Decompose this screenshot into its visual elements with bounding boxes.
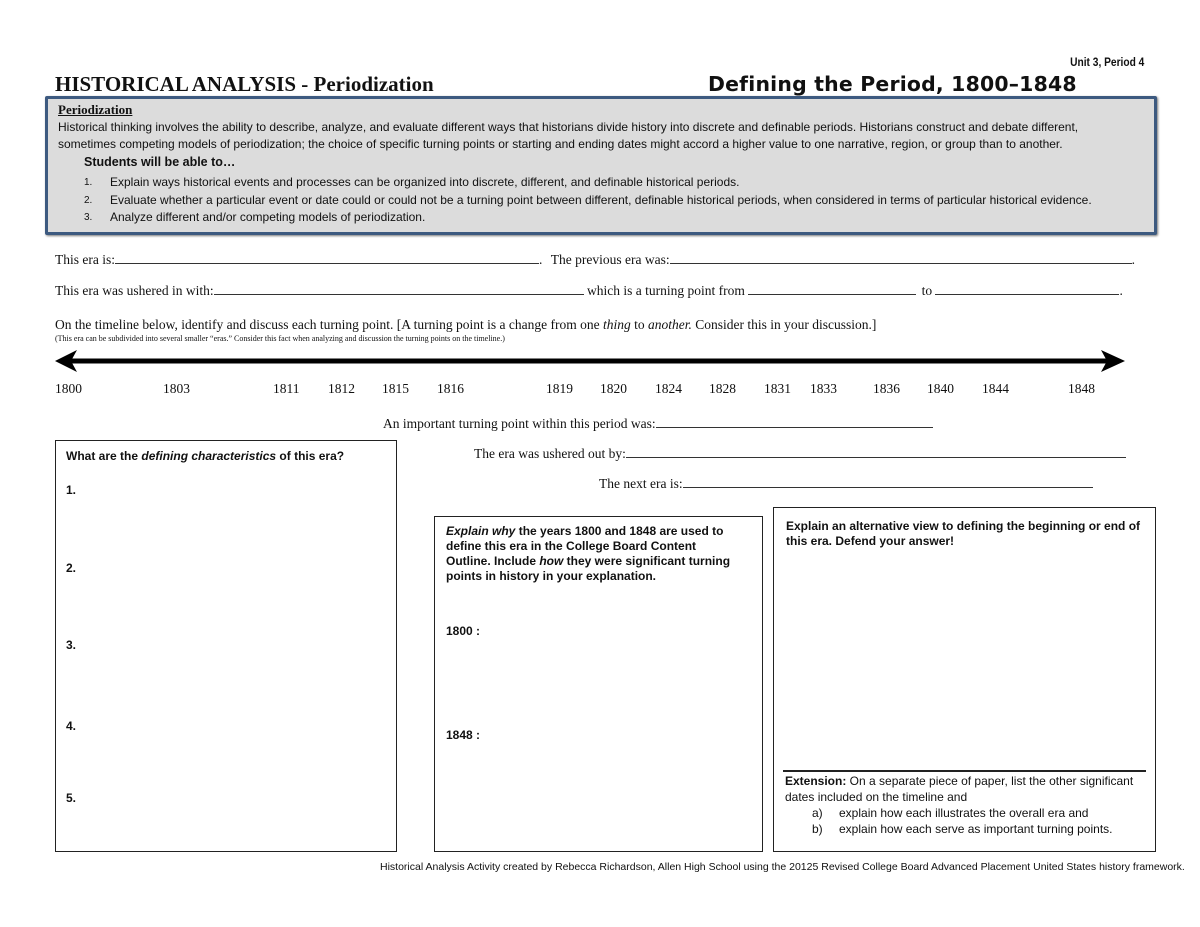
objective-item: 3. Analyze different and/or competing models of periodization. (84, 210, 426, 224)
ushered-in-blank[interactable] (214, 283, 584, 295)
objective-item: 1. Explain ways historical events and processes can be organized into discrete, different, and definable historical periods. (84, 175, 740, 189)
timeline-note: (This era can be subdivided into several smaller “eras.” Consider this fact when analyzing and discussion the turning points on the timeline.) (55, 334, 505, 343)
timeline-year: 1848 (1068, 381, 1095, 396)
timeline-year: 1833 (810, 381, 837, 396)
objectives-list (84, 174, 1092, 227)
turning-to-blank[interactable] (935, 283, 1119, 295)
explain-why-question: Explain why the years 1800 and 1848 are used to define this era in the College Board Content Outline. Include how they were significant turning points in history in your explanation. (446, 524, 731, 583)
ushered-out-blank[interactable] (626, 446, 1126, 458)
label-1848: 1848 : (446, 728, 481, 742)
extension-divider (783, 770, 1146, 772)
this-era-row: This era is: . The previous era was: . (55, 252, 1135, 267)
timeline-year: 1836 (873, 381, 900, 396)
intro-heading: Periodization (58, 102, 133, 117)
timeline-year: 1819 (546, 381, 573, 396)
ushered-in-label: This era was ushered in with: (55, 283, 214, 298)
timeline-year: 1800 (55, 381, 82, 396)
periodization-intro-box (45, 96, 1157, 235)
page-subtitle: Defining the Period, 1800–1848 (708, 72, 1077, 96)
timeline-year: 1812 (328, 381, 355, 396)
extension-item: b) explain how each serve as important turning points. (812, 822, 1113, 836)
this-era-label: This era is: (55, 252, 115, 267)
extension-section (785, 773, 1145, 837)
previous-era-blank[interactable] (670, 252, 1132, 264)
next-era-row: The next era is: (599, 476, 1093, 492)
timeline-year: 1820 (600, 381, 627, 396)
characteristic-item: 3. (66, 638, 77, 652)
characteristic-item: 2. (66, 561, 77, 575)
characteristic-item: 4. (66, 719, 77, 733)
alternative-view-question: Explain an alternative view to defining the beginning or end of this era. Defend your answer! (786, 519, 1141, 548)
ushered-in-row: This era was ushered in with: which is a turning point from to . (55, 283, 1123, 298)
defining-characteristics-box[interactable] (55, 440, 397, 852)
label-1800: 1800 : (446, 624, 481, 638)
unit-period-label: Unit 3, Period 4 (1069, 55, 1144, 69)
students-label: Students will be able to… (84, 155, 236, 169)
timeline-arrow (55, 348, 1130, 374)
important-turning-point-blank[interactable] (656, 416, 933, 428)
ushered-out-row: The era was ushered out by: (474, 446, 1126, 462)
to-label: to (921, 283, 933, 298)
objective-item: 2. Evaluate whether a particular event or date could or could not be a turning point between different, definable historical periods, when considered in terms of particular historical evidence. (84, 192, 1092, 207)
this-era-blank[interactable] (115, 252, 539, 264)
page-title: HISTORICAL ANALYSIS - Periodization (55, 72, 434, 96)
timeline-year: 1811 (273, 381, 300, 396)
previous-era-label: The previous era was: (550, 252, 670, 267)
timeline-year: 1816 (437, 381, 464, 396)
characteristic-item: 5. (66, 791, 77, 805)
timeline-instruction: On the timeline below, identify and discuss each turning point. [A turning point is a change from one thing to another. Consider this in your discussion.] (55, 317, 877, 332)
turning-from-label: which is a turning point from (586, 283, 745, 298)
timeline-year: 1803 (163, 381, 190, 396)
intro-text: Historical thinking involves the ability to describe, analyze, and evaluate different ways that historians divide history into discrete and definable periods. Historians construct and debate different, sometimes competing models of periodization; the choice of specific turning points or starting and ending dates might accord a higher value to one narrative, region, or group than to another. (58, 120, 1079, 151)
timeline-year: 1828 (709, 381, 736, 396)
defining-characteristics-question: What are the defining characteristics of this era? (66, 449, 345, 463)
extension-list (785, 805, 1145, 837)
characteristic-item: 1. (66, 483, 77, 497)
timeline-year: 1824 (655, 381, 682, 396)
timeline-year: 1840 (927, 381, 954, 396)
timeline-year: 1831 (764, 381, 791, 396)
timeline-year: 1844 (982, 381, 1009, 396)
turning-from-blank[interactable] (748, 283, 916, 295)
extension-text: On a separate piece of paper, list the other significant dates included on the timeline and (785, 774, 1134, 804)
timeline-year: 1815 (382, 381, 409, 396)
next-era-blank[interactable] (683, 476, 1093, 488)
extension-item: a) explain how each illustrates the overall era and (812, 806, 1089, 820)
extension-label: Extension: (785, 774, 847, 788)
footer-credit: Historical Analysis Activity created by Rebecca Richardson, Allen High School using the 20125 Revised College Board Advanced Placement United States history framework. (380, 861, 1185, 873)
important-turning-point-row: An important turning point within this period was: (383, 416, 933, 432)
explain-why-box[interactable] (434, 516, 763, 852)
